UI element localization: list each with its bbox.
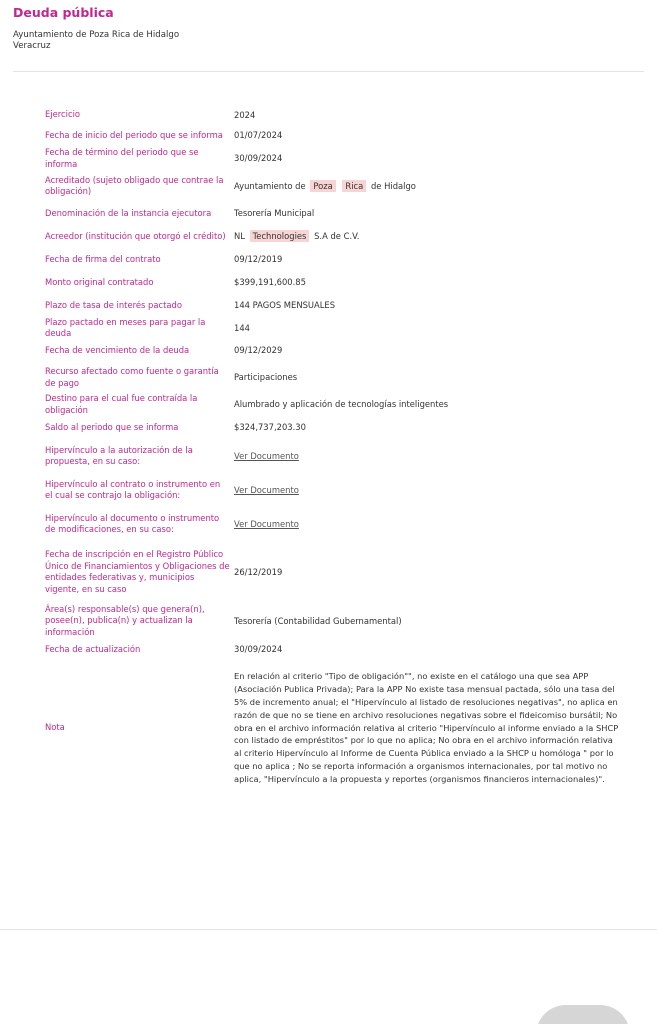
row-acreditado [45,170,620,202]
row-value: 30/09/2024 [234,644,283,655]
highlighted-word: Poza [310,180,335,192]
row-hipervinculo-contrato [45,473,620,507]
row-value [234,230,620,243]
page-title: Deuda pública [13,5,114,20]
ver-documento-link[interactable]: Ver Documento [234,450,299,461]
row-fecha-inscripcion [45,541,620,603]
row-area-responsable [45,603,620,639]
row-plazo-meses [45,317,620,339]
row-recurso-afectado [45,362,620,393]
detail-table [45,106,620,796]
divider [13,71,644,72]
row-value: $399,191,600.85 [234,277,306,288]
row-fecha-actualizacion [45,639,620,660]
row-label: Plazo de tasa de interés pactado [45,299,182,310]
highlighted-word: Rica [342,180,366,192]
row-label: Plazo pactado en meses para pagar la deuda [45,316,206,338]
row-fecha-termino [45,147,620,170]
row-saldo [45,416,620,439]
entity-name: Ayuntamiento de Poza Rica de Hidalgo [13,30,180,40]
row-label: Hipervínculo al contrato o instrumento en el cual se contrajo la obligación: [45,478,221,500]
row-label: Monto original contratado [45,276,154,287]
row-label: Hipervínculo a la autorización de la propuesta, en su caso: [45,444,193,466]
divider [0,929,657,930]
row-label: Saldo al periodo que se informa [45,421,179,432]
row-value: 30/09/2024 [234,153,283,164]
header [13,5,643,52]
row-acreedor [45,225,620,248]
row-value: Alumbrado y aplicación de tecnologías inteligentes [234,399,449,410]
row-fecha-firma [45,248,620,271]
row-label: Fecha de término del periodo que se informa [45,147,199,169]
row-ejercicio [45,106,620,124]
value-text: Ayuntamiento de [234,180,306,191]
row-value: Participaciones [234,372,298,383]
row-label: Destino para el cual fue contraída la obligación [45,393,198,415]
row-value: 09/12/2019 [234,254,283,265]
row-instancia-ejecutora [45,202,620,225]
row-value: 144 PAGOS MENSUALES [234,300,336,311]
row-value: 09/12/2029 [234,345,283,356]
row-value: $324,737,203.30 [234,422,306,433]
row-monto-original [45,271,620,294]
entity-info [13,30,643,52]
nota-text: En relación al criterio "Tipo de obligación"", no existe en el catálogo una que sea APP (Asociación Publica Privada); Para la APP No existe tasa mensual pactada, sólo una tasa del 5% de incremento anual; el "Hipervínculo al listado de resoluciones negativas", no aplica en razón de que no se tiene en archivo resoluciones negativas sobre el fideicomiso bursátil; No obra en el archivo información relativa al criterio "Hipervínculo al informe enviado a la SHCP con listado de empréstitos" por lo que no aplica; No obra en el archivo información relativa al criterio Hipervínculo al Informe de Cuenta Pública enviado a la SHCP u homóloga " por lo que no aplica ; No se reporta información a organismos internacionales, por tal motivo no aplica, "Hipervínculo a la propuesta y reportes (organismos financieros internacionales)". [234,670,619,785]
row-label: Fecha de inscripción en el Registro Público Único de Financiamientos y Obligaciones de entidades federativas y, municipios vigente, en su caso [45,549,230,594]
row-value: 2024 [234,109,256,120]
row-label: Fecha de inicio del periodo que se informa [45,129,223,140]
row-label: Hipervínculo al documento o instrumento de modificaciones, en su caso: [45,512,220,534]
entity-state: Veracruz [13,41,51,51]
row-value: 144 [234,322,250,333]
value-text: de Hidalgo [370,180,416,191]
value-text: S.A de C.V. [314,231,360,242]
row-fecha-inicio [45,124,620,147]
row-label: Denominación de la instancia ejecutora [45,207,212,218]
row-plazo-tasa [45,294,620,317]
row-label: Fecha de vencimiento de la deuda [45,344,190,355]
ver-documento-link[interactable]: Ver Documento [234,484,299,495]
row-value: 01/07/2024 [234,130,283,141]
row-label: Acreedor (institución que otorgó el crédito) [45,230,226,241]
row-value [234,180,620,193]
row-hipervinculo-autorizacion [45,439,620,473]
floating-action-button[interactable] [536,1005,630,1024]
row-hipervinculo-modificaciones [45,507,620,541]
row-value: Tesorería (Contabilidad Gubernamental) [234,615,402,626]
value-text: NL [234,231,245,242]
row-label: Ejercicio [45,109,81,120]
row-label: Fecha de firma del contrato [45,253,161,264]
ver-documento-link[interactable]: Ver Documento [234,518,299,529]
row-value: 26/12/2019 [234,566,283,577]
row-destino [45,393,620,416]
row-label: Fecha de actualización [45,643,141,654]
row-label: Recurso afectado como fuente o garantía de pago [45,366,219,388]
row-label: Nota [45,722,65,733]
row-fecha-vencimiento [45,339,620,362]
highlighted-word: Technologies [250,230,310,242]
row-nota [45,660,620,796]
row-value: Tesorería Municipal [234,208,315,219]
row-label: Acreditado (sujeto obligado que contrae la obligación) [45,174,224,196]
row-label: Área(s) responsable(s) que genera(n), posee(n), publica(n) y actualizan la información [45,603,205,637]
